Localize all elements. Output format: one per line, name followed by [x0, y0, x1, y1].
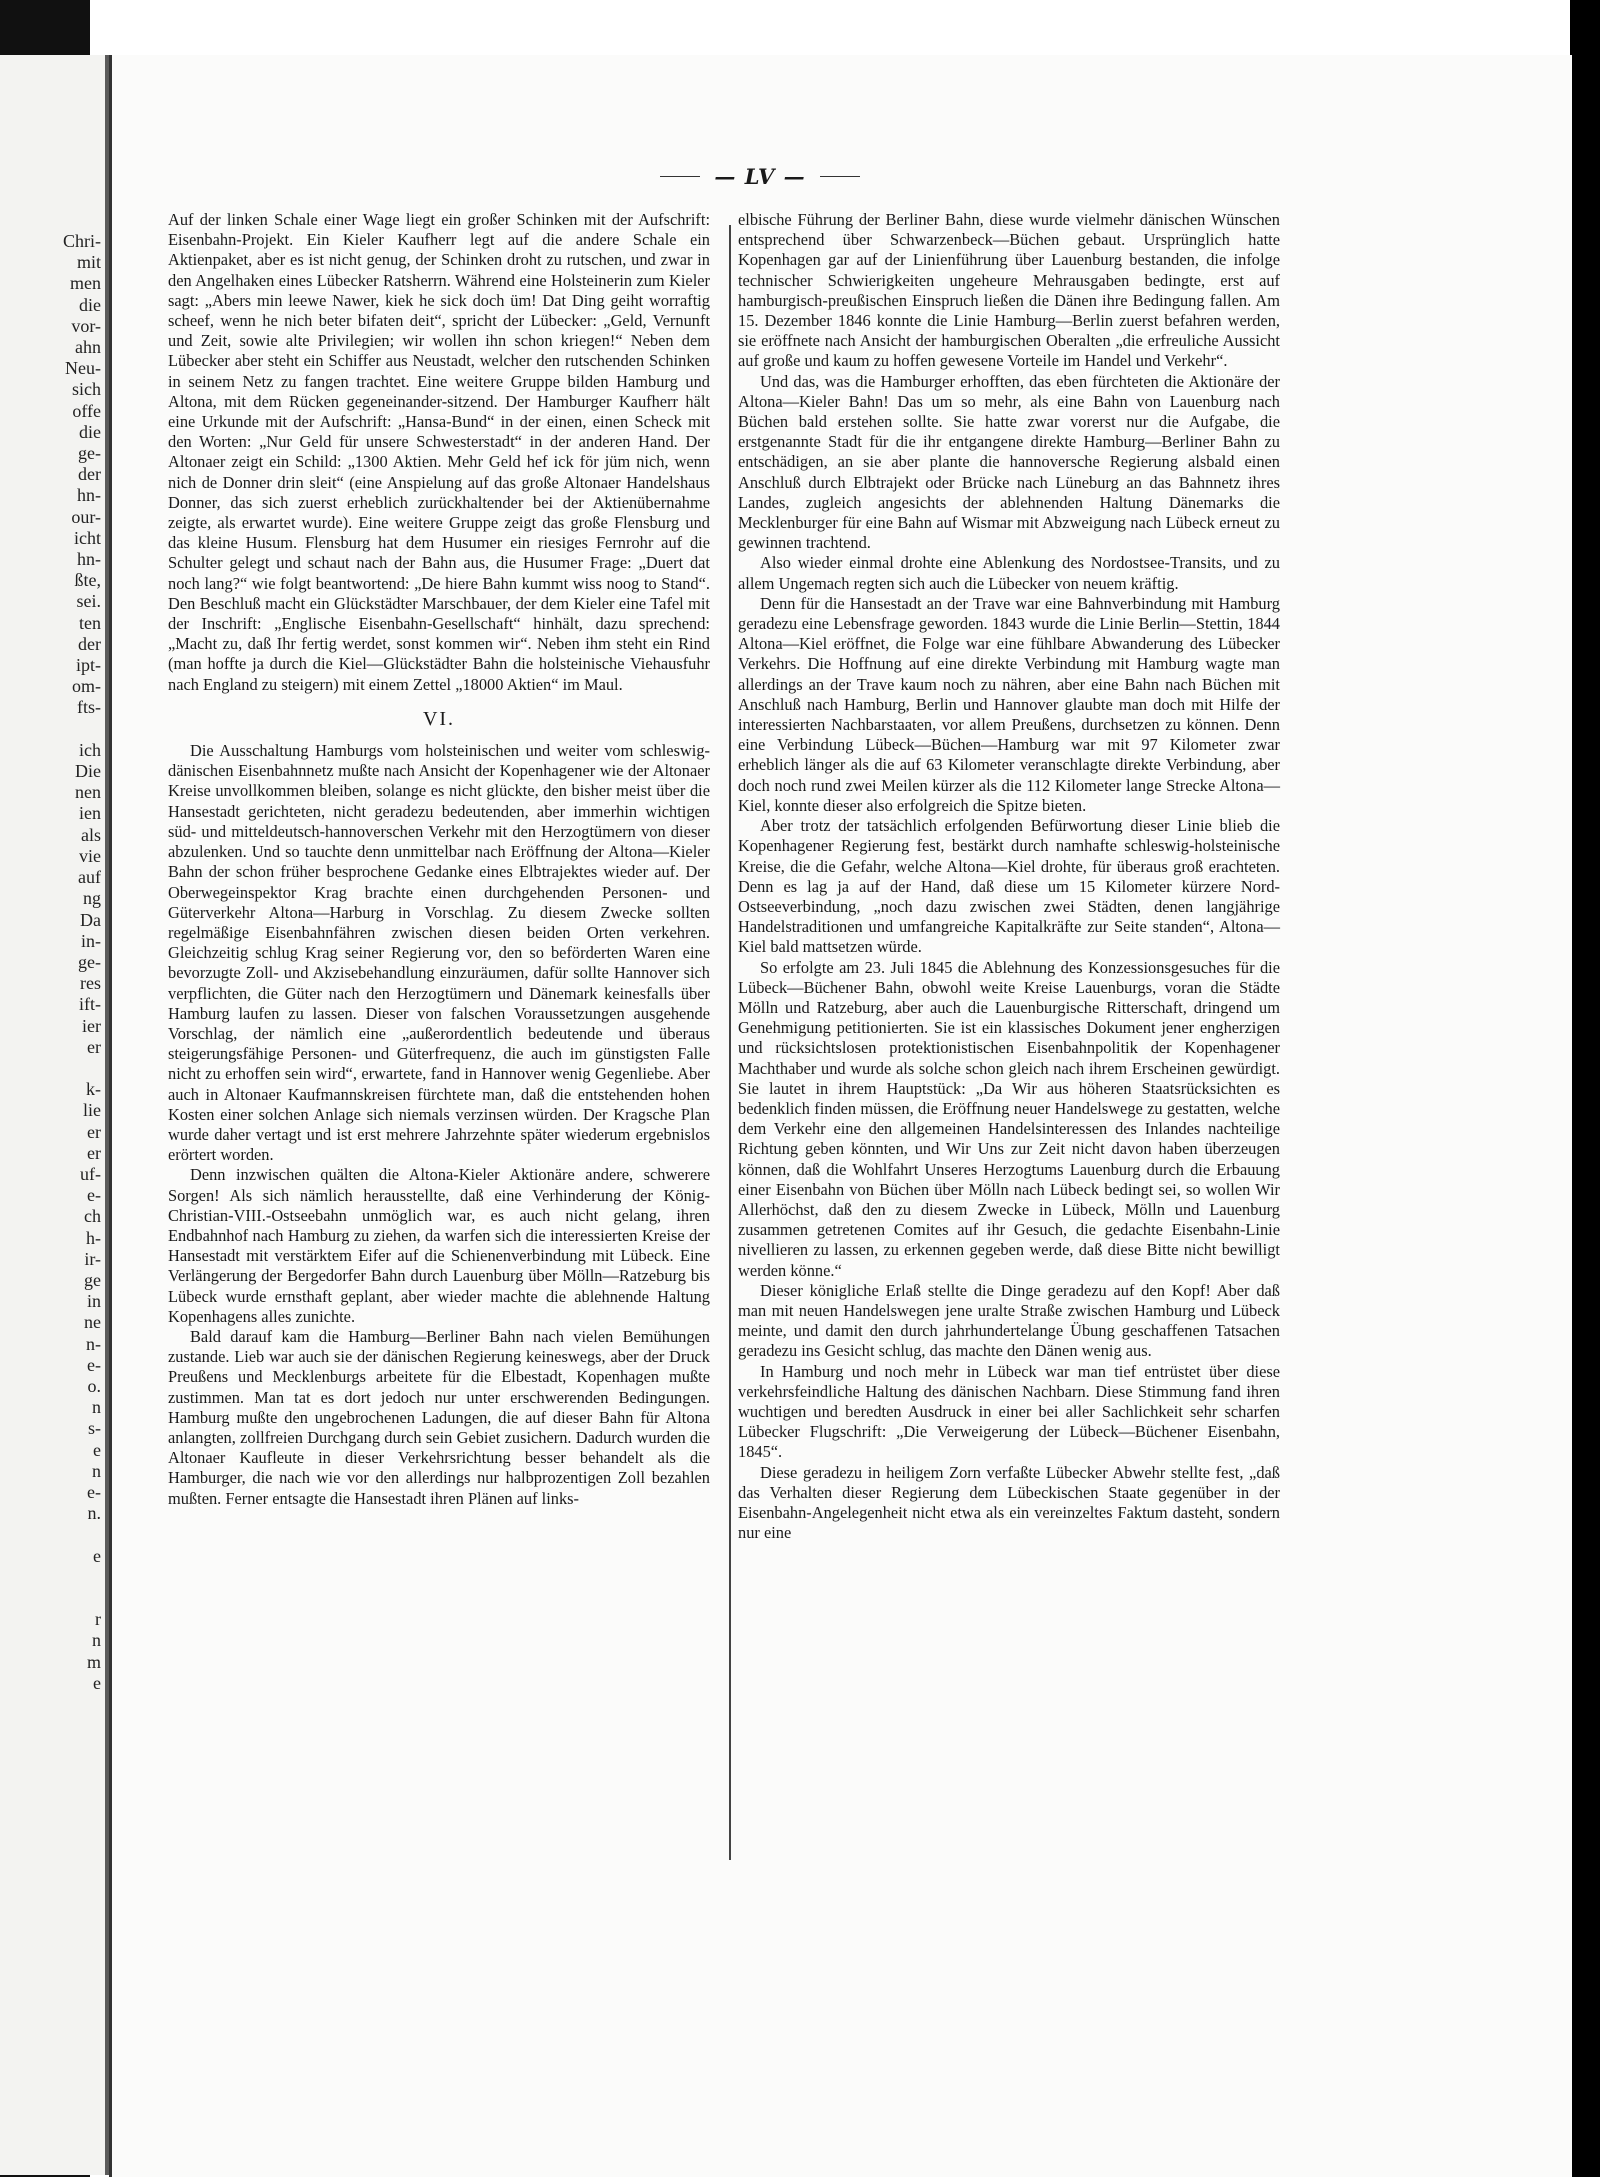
facing-page-line: die — [79, 421, 101, 442]
header-rule-right — [820, 176, 860, 177]
facing-page-line: ne — [84, 1312, 101, 1333]
facing-page-line — [0, 1588, 105, 1609]
section-heading: VI. — [422, 707, 456, 730]
facing-page-line: our- — [71, 506, 101, 527]
facing-page-line: er — [87, 1142, 101, 1163]
facing-page-line: in — [86, 1291, 101, 1312]
facing-page-line: ich — [79, 739, 101, 760]
facing-page-line: n- — [86, 1333, 101, 1354]
scan-border-right — [1570, 0, 1600, 2177]
facing-page-line: men — [70, 273, 101, 294]
paragraph: elbische Führung der Berliner Bahn, diese wurde vielmehr dänischen Wünschen entsprechend über Schwarzenbeck—Büchen gebaut. Ursprünglich hatte Kopenhagen gar auf der Linienführung über Lauenburg bestanden, die infolge technischer Schwierigkeiten ungeheure Mehrausgaben bedingte, erst auf hamburgisch-preußischen Einspruch ließen die Dänen ihre Bedingung fallen. Am 15. Dezember 1846 konnte die Linie Hamburg—Berlin zuerst befahren werden, sie eröffnete nach Ansicht der hamburgischen Oberalten „die erfreuliche Aussicht auf große und kaum zu hoffen gewesene Vorteile im Handel und Verkehr“. — [738, 210, 1280, 371]
facing-page-line: hn- — [77, 485, 101, 506]
facing-page-line: e- — [87, 1185, 101, 1206]
facing-page-line: n. — [87, 1503, 101, 1524]
paragraph: Bald darauf kam die Hamburg—Berliner Bahn nach vielen Bemühungen zustande. Lieb war auch sie der dänischen Regierung keineswegs, aber der Druck Preußens und Mecklenburgs arbeitete für die Elbestadt, Kopenhagen mußte zustimmen. Man tat es dort jedoch nur unter erschwerenden Bedingungen. Hamburg mußte den ungebrochenen Ladungen, die auf dieser Bahn für Altona anlangten, zollfreien Durchgang durch sein Gebiet zusichern. Dadurch wurden die Altonaer Kaufleute in dieser Verkehrsrichtung besser behandelt als die Hamburger, die nach wie vor den allerdings nur halbprozentigen Zoll bezahlen mußten. Ferner entsagte die Hansestadt ihren Plänen auf links- — [168, 1326, 710, 1508]
facing-page-line: ge- — [78, 443, 101, 464]
facing-page-line: fts- — [77, 697, 101, 718]
facing-page-line: sich — [72, 379, 101, 400]
facing-page-line: Neu- — [65, 358, 101, 379]
facing-page-line: s- — [88, 1418, 101, 1439]
facing-page-line: n — [92, 1630, 101, 1651]
paragraph: Aber trotz der tatsächlich erfolgenden Befürwortung dieser Linie blieb die Kopenhagener Regierung fest, bestärkt durch namhafte schleswig-holsteinische Kreise, die die Gefahr, welche Altona—Kiel drohte, für überaus groß erachteten. Denn es lag ja auf der Hand, daß diese um 15 Kilometer kürzere Nord-Ostseeverbindung, „noch dazu zwischen zwei Städten, denen langjährige Handelstraditionen und umfangreiche Kapitalkräfte zur Seite standen“, Altona—Kiel bald mattsetzen würde. — [738, 816, 1280, 957]
facing-page-line: r — [95, 1609, 101, 1630]
facing-page-line: Die — [75, 761, 101, 782]
facing-page-line: ßte, — [74, 570, 101, 591]
facing-page-line: die — [79, 294, 101, 315]
facing-page-line: ir- — [84, 1248, 101, 1269]
facing-page-line: e — [93, 1672, 101, 1693]
facing-page-line: n — [92, 1460, 101, 1481]
facing-page-line — [0, 1567, 105, 1588]
paragraph: Denn inzwischen quälten die Altona-Kieler Aktionäre andere, schwerere Sorgen! Als sich nämlich herausstellte, daß eine Verhinderung der König-Christian-VIII.-Ostseebahn unmöglich war, es auch nicht gelang, ihren Endbahnhof nach Hamburg zu ziehen, da warfen sich die interessierten Kreise der Hansestadt mit verstärktem Eifer auf die Schienenverbindung mit Lübeck. Eine Verlängerung der Bergedorfer Bahn durch Lauenburg über Mölln—Ratzeburg bis Lübeck wurde ernsthaft geplant, aber wieder machte die ablehnende Haltung Kopenhagens alles zunichte. — [168, 1165, 710, 1326]
facing-page-line: Da — [80, 909, 101, 930]
paragraph: Diese geradezu in heiligem Zorn verfaßte Lübecker Abwehr stellte fest, „daß das Verhalten dieser Regierung dem Lübeckischen Staate gegenüber in der Eisenbahn-Angelegenheit nicht etwa als ein vereinzeltes Faktum dasteht, sondern nur eine — [738, 1462, 1280, 1543]
facing-page-line: ch — [84, 1206, 101, 1227]
facing-page-line: als — [81, 824, 101, 845]
facing-page-line: h- — [86, 1227, 101, 1248]
facing-page-line: e- — [87, 1354, 101, 1375]
facing-page-line: e — [93, 1545, 101, 1566]
facing-page-line: ten — [79, 612, 101, 633]
facing-page-line: icht — [74, 527, 101, 548]
facing-page-line — [0, 1524, 105, 1545]
facing-page-line: e — [93, 1439, 101, 1460]
facing-page-line: er — [87, 1036, 101, 1057]
paragraph: Dieser königliche Erlaß stellte die Dinge geradezu auf den Kopf! Aber daß man mit neuen Handelswegen jene uralte Straße zwischen Hamburg und Lübeck meinte, und damit den durch jahrhundertelange Übung geschaffenen Tatsachen geradezu ins Gesicht schlug, das machte den Dänen wenig aus. — [738, 1280, 1280, 1361]
paragraph: Also wieder einmal drohte eine Ablenkung des Nordostsee-Transits, und zu allem Ungemach regten sich auch die Lübecker von neuem kräftig. — [738, 553, 1280, 593]
page-number: — LV — — [714, 164, 806, 189]
right-column — [738, 210, 1280, 1543]
facing-page-line: offe — [72, 400, 101, 421]
column-divider — [729, 225, 731, 1860]
facing-page-line: ge — [84, 1269, 101, 1290]
facing-page-line: auf — [78, 867, 101, 888]
facing-page-line: vor- — [71, 315, 101, 336]
facing-page-line: sei. — [76, 591, 101, 612]
facing-page-line: vie — [79, 845, 101, 866]
paragraph: Die Ausschaltung Hamburgs vom holsteinischen und weiter vom schleswig-dänischen Eisenbahnnetz mußte nach Ansicht der Kopenhagener wie der Altonaer Kreise unvollkommen bleiben, solange es nicht glückte, den bisher meist über die Hansestadt gerichteten, nicht geradezu bedeutenden, aber immerhin wichtigen süd- und mitteldeutsch-hannoverschen Verkehr mit den Herzogtümern von dieser abzulenken. Und so tauchte denn unmittelbar nach Eröffnung der Altona—Kieler Bahn der schon früher besprochene Gedanke eines Elbtrajektes wieder auf. Der Oberwegeinspektor Krag brachte einen durchgehenden Personen- und Güterverkehr Altona—Harburg in Vorschlag. Zu diesem Zwecke sollten regelmäßige Eisenbahnfähren zwischen diesen beiden Orten verkehren. Gleichzeitig schlug Krag seiner Regierung vor, den so beförderten Waren eine bevorzugte Zoll- und Akzisebehandlung einzuräumen, dafür sollte Hannover sich verpflichten, die Güter nach den Herzogtümern und Dänemark keinesfalls über Hamburg laufen zu lassen. Dieser von falschen Voraussetzungen ausgehende Vorschlag, der nämlich eine „außerordentlich bedeutende und überaus steigerungsfähige Personen- und Güterfrequenz, die auch im günstigsten Falle nicht zu erhoffen sein wird“, erwartete, fand in Hannover wenig Gegenliebe. Aber auch in Altonaer Kaufmannskreisen fürchtete man, daß die entstehenden hohen Kosten einer solchen Anlage sich niemals verzinsen würden. Der Kragsche Plan wurde daher vertagt und ist erst mehrere Jahrzehnte später wiederum ergebnislos erörtert worden. — [168, 741, 710, 1165]
facing-page-line: mit — [76, 252, 101, 273]
facing-page-line: der — [78, 464, 101, 485]
facing-page-line: e- — [87, 1481, 101, 1502]
paragraph: Und das, was die Hamburger erhofften, das eben fürchteten die Aktionäre der Altona—Kieler Bahn! Das um so mehr, als eine Bahn von Lauenburg nach Büchen bald erstehen sollte. Sie hatte zwar vorerst nur die Aufgabe, die erstgenannte Stadt für die ihr entgangene direkte Hamburg—Berliner Bahn zu entschädigen, an sie aber plante die hannoversche Regierung alsbald einen Anschluß durch Elbtrajekt oder Brücke nach Lüneburg an das Bahnnetz ihres Landes, zugleich angesichts der ablehnenden Haltung Dänemarks die Mecklenburger für eine Bahn auf Wismar mit Abzweigung nach Lübeck erneut zu gewinnen trachtend. — [738, 371, 1280, 553]
facing-page-line: Chri- — [63, 231, 101, 251]
facing-page-line: der — [78, 633, 101, 654]
facing-page-line — [0, 719, 105, 740]
facing-page-line: k- — [86, 1079, 101, 1100]
paragraph: Denn für die Hansestadt an der Trave war eine Bahnverbindung mit Hamburg geradezu eine Lebensfrage geworden. 1843 wurde die Linie Berlin—Stettin, 1844 Altona—Kiel eröffnet, die Folge war eine fühlbare Abwanderung des Lübecker Verkehrs. Die Hoffnung auf eine direkte Verbindung mit Hamburg wagte man allerdings an der Trave kaum noch zu nähren, aber eine Bahn nach Büchen mit Anschluß nach Hamburg, Berlin und Hannover glaubte man doch mit Hilfe der interessierten Nachbarstaaten, vor allem Preußens, durchsetzen zu können. Denn eine Verbindung Lübeck—Büchen—Hamburg war mit 97 Kilometer zwar erheblich länger als die auf 63 Kilometer veranschlagte direkte Verbindung, aber doch noch rund zwei Meilen kürzer als die 112 Kilometer lange Strecke Altona—Kiel, konnte dieser also erfolgreich die Spitze bieten. — [738, 593, 1280, 815]
facing-page-line: ift- — [79, 994, 101, 1015]
facing-page-line: lie — [83, 1100, 101, 1121]
facing-page-line: in- — [81, 930, 101, 951]
facing-page-fragment — [0, 55, 109, 2175]
facing-page-line: n — [92, 1397, 101, 1418]
facing-page-line — [0, 1058, 105, 1079]
facing-page-line: o. — [87, 1375, 101, 1396]
paragraph: So erfolgte am 23. Juli 1845 die Ablehnung des Konzessionsgesuches für die Lübeck—Büchener Bahn, obwohl weite Kreise Lauenburgs, voran die Städte Mölln und Ratzeburg, aber auch die Lauenburgische Ritterschaft, dringend um Genehmigung petitionierten. Sie ist ein klassisches Dokument jener engherzigen und rücksichtslosen protektionistischen Eisenbahnpolitik der Kopenhagener Machthaber und wurde als solche schon gleich nach ihrem Erscheinen gewürdigt. Sie lautet in ihrem Hauptstück: „Da Wir aus höheren Staatsrücksichten es bedenklich finden müssen, die Eröffnung neuer Handelswege zu gestatten, welche dem Verkehr eine den allgemeinen Handelsinteressen des Inlandes nachteilige Richtung geben könnten, und Wir Uns zur Zeit nicht davon haben überzeugen können, daß die Wohlfahrt Unseres Herzogtums Lauenburg durch die Erbauung einer Eisenbahn von Büchen über Mölln nach Lübeck bedingt sei, so wollen Wir Allerhöchst, daß den zu diesem Zwecke in Lübeck, Mölln und Lauenburg zusammen getretenen Comites auf ihr Gesuch, die gedachte Eisenbahn-Linie nivellieren zu lassen, zu erkennen gegeben werde, daß diese Bitte nicht bewilligt werden könne.“ — [738, 957, 1280, 1280]
facing-page-line: ier — [82, 1015, 101, 1036]
paragraph: Auf der linken Schale einer Wage liegt ein großer Schinken mit der Aufschrift: Eisenbahn-Projekt. Ein Kieler Kaufherr legt auf die andere Schale ein Aktienpaket, aber es ist nicht genug, der Schinken droht zu rutschen, und zwar in den Angelhaken eines Lübecker Ratsherrn. Während eine Holsteinerin zum Kieler sagt: „Abers min leewe Nawer, kiek he sick doch üm! Dat Ding geiht worraftig scheef, wenn he nich beter bifaten deit“, spricht der Lübecker: „Geld, Vernunft und Zeit, sowie alte Privilegien; wir wollen ihn schon kriegen!“ Neben dem Lübecker aber steht ein Schiffer aus Neustadt, welcher den rutschenden Schinken in seinem Netz zu fangen trachtet. Eine weitere Gruppe bilden Hamburg und Altona, mit dem Rücken gegeneinander-sitzend. Der Hamburger Kaufherr hält eine Urkunde mit der Aufschrift: „Hansa-Bund“ in der einen, einen Scheck mit den Worten: „Nur Geld für unsere Schwesterstadt“ in der anderen Hand. Der Altonaer zeigt ein Schild: „1300 Aktien. Mehr Geld hef ick för jüm nich, wenn nich de Donner drin sleit“ (eine Anspielung auf das große Altonaer Handelshaus Donner, das sich zuerst erheblich zurückhaltender bei der Aktienübernahme zeigte, als erwartet wurde). Eine weitere Gruppe zeigt das große Flensburg und das kleine Husum. Flensburg hat dem Husumer ein riesiges Fernrohr auf die Schulter gelegt und schaut nach der Bahn aus, die Husumer Frage: „Duert dat noch lang?“ wie folgt beantwortend: „De hiere Bahn kummt wiss noog to Stand“. Den Beschluß macht ein Glückstädter Marschbauer, der dem Kieler eine Tafel mit der Inschrift: „Englische Eisenbahn-Gesellschaft“ hinhält, dazu sprechend: „Macht zu, daß Ihr fertig werdet, sonst kommen wir“. Neben ihm steht ein Rind (man hoffte ja durch die Kiel—Glückstädter Bahn die holsteinische Viehausfuhr nach England zu steigern) mit einem Zettel „18000 Aktien“ im Maul. — [168, 210, 710, 694]
facing-page-line: res — [80, 973, 101, 994]
header-rule-left — [660, 176, 700, 177]
facing-page-line: ien — [79, 803, 101, 824]
facing-page-line: om- — [72, 676, 101, 697]
paragraph: In Hamburg und noch mehr in Lübeck war man tief entrüstet über diese verkehrsfeindliche Haltung des dänischen Nachbarn. Diese Stimmung fand ihren wuchtigen und beredten Ausdruck in einer bei aller Sachlichkeit sehr scharfen Lübecker Flugschrift: „Die Verweigerung der Lübeck—Büchener Eisenbahn, 1845“. — [738, 1361, 1280, 1462]
facing-page-line: nen — [75, 782, 101, 803]
facing-page-line: ng — [83, 888, 101, 909]
facing-page-line: hn- — [77, 549, 101, 570]
facing-page-line: m — [86, 1651, 101, 1672]
facing-page-line: uf- — [80, 1163, 101, 1184]
facing-page-line: er — [87, 1121, 101, 1142]
facing-page-line: ipt- — [76, 655, 101, 676]
left-column — [168, 210, 710, 1509]
facing-page-line: ahn — [75, 337, 101, 358]
facing-page-line: ge- — [78, 951, 101, 972]
